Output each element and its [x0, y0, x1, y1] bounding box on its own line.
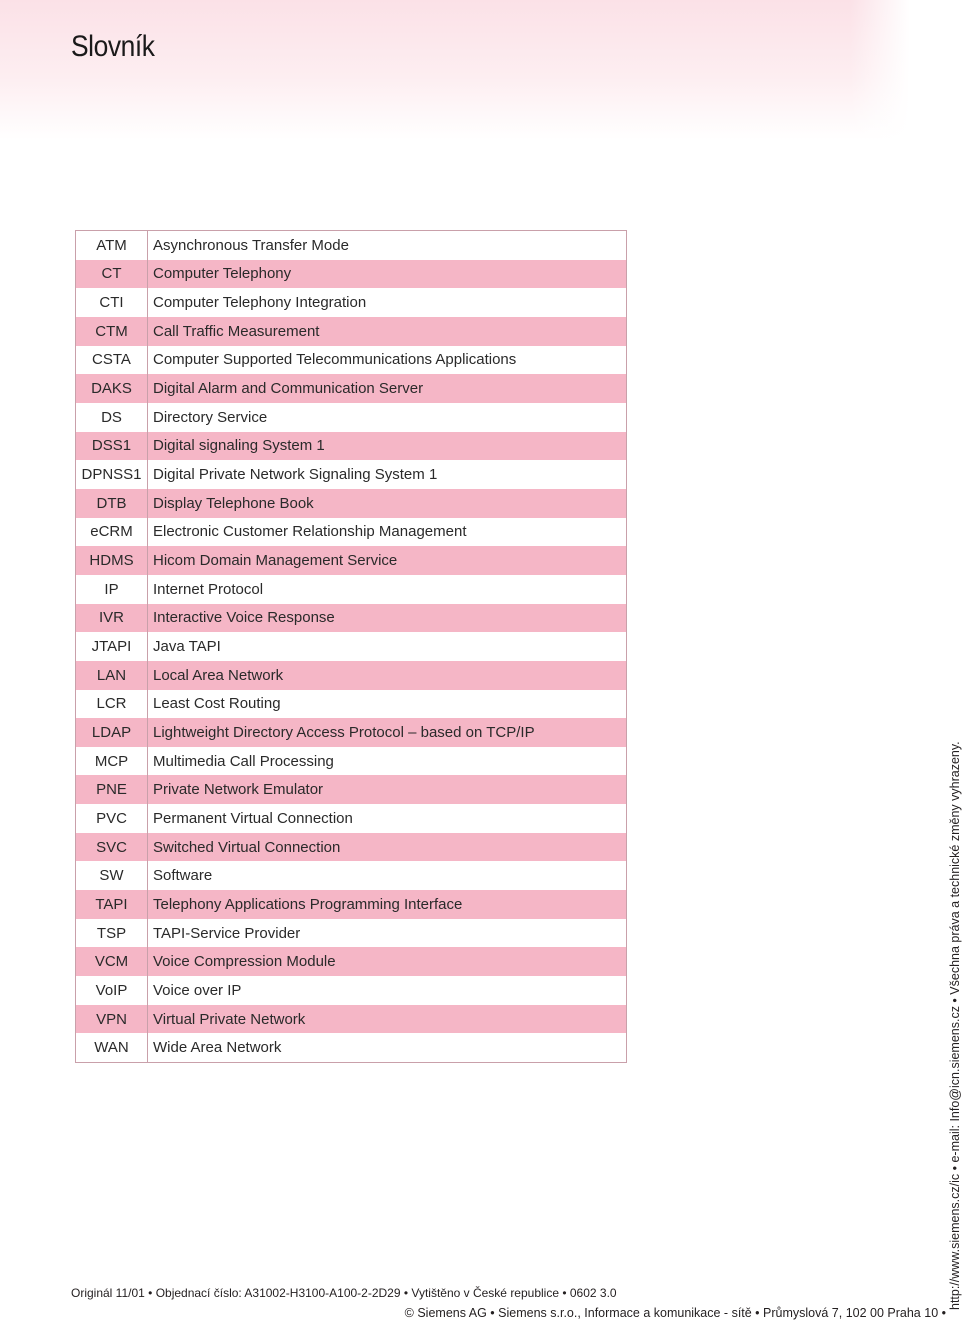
glossary-description: Lightweight Directory Access Protocol – based on TCP/IP: [148, 718, 627, 747]
glossary-description: Call Traffic Measurement: [148, 317, 627, 346]
glossary-row: [76, 518, 627, 547]
glossary-row: [76, 317, 627, 346]
glossary-description: Electronic Customer Relationship Management: [153, 523, 467, 541]
glossary-description: Multimedia Call Processing: [153, 752, 334, 770]
glossary-abbreviation: PNE: [76, 775, 148, 804]
glossary-abbreviation: WAN: [76, 1033, 148, 1062]
glossary-abbreviation: IVR: [76, 604, 148, 633]
glossary-description: Directory Service: [153, 408, 268, 426]
glossary-abbreviation: VCM: [76, 947, 148, 976]
page-title: Slovník: [71, 30, 155, 63]
glossary-description: Local Area Network: [148, 661, 627, 690]
glossary-description: Voice Compression Module: [148, 947, 627, 976]
glossary-abbreviation: MCP: [76, 747, 148, 776]
glossary-description: Software: [153, 867, 213, 885]
glossary-description: Computer Telephony: [148, 260, 627, 289]
glossary-row: [76, 260, 627, 289]
glossary-row: [76, 661, 627, 690]
glossary-description: Telephony Applications Programming Interface: [148, 890, 627, 919]
glossary-row: [76, 976, 627, 1005]
glossary-abbreviation: DPNSS1: [76, 460, 148, 489]
glossary-abbreviation: LDAP: [76, 718, 148, 747]
glossary-row: [76, 288, 627, 317]
glossary-abbreviation: CTI: [76, 288, 148, 317]
glossary-row: [76, 690, 627, 719]
glossary-description: Digital signaling System 1: [148, 432, 627, 461]
glossary-row: [76, 919, 627, 948]
glossary-description: Switched Virtual Connection: [148, 833, 627, 862]
glossary-abbreviation: JTAPI: [76, 632, 148, 661]
glossary-table: [75, 230, 627, 1063]
glossary-row: [76, 231, 627, 260]
glossary-description: Voice over IP: [153, 981, 242, 999]
glossary-row: [76, 861, 627, 890]
glossary-row: [76, 575, 627, 604]
glossary-abbreviation: VPN: [76, 1005, 148, 1034]
glossary-description: Computer Telephony Integration: [153, 294, 367, 312]
glossary-row: [76, 604, 627, 633]
glossary-description: Java TAPI: [153, 638, 221, 656]
glossary-row: [76, 1005, 627, 1034]
glossary-row: [76, 775, 627, 804]
glossary-abbreviation: SW: [76, 861, 148, 890]
glossary-description: Virtual Private Network: [148, 1005, 627, 1034]
glossary-abbreviation: eCRM: [76, 518, 148, 547]
footer-vertical-contact: http://www.siemens.cz/ic • e-mail: Info@icn.siemens.cz • Všechna práva a technické změny vyhrazeny.: [948, 741, 962, 1310]
glossary-abbreviation: CTM: [76, 317, 148, 346]
glossary-description: Private Network Emulator: [148, 775, 627, 804]
glossary-row: [76, 403, 627, 432]
glossary-abbreviation: PVC: [76, 804, 148, 833]
glossary-row: [76, 460, 627, 489]
glossary-abbreviation: HDMS: [76, 546, 148, 575]
glossary-description: Least Cost Routing: [153, 695, 281, 713]
glossary-abbreviation: LCR: [76, 690, 148, 719]
glossary-abbreviation: ATM: [76, 231, 148, 260]
glossary-description: Digital Alarm and Communication Server: [148, 374, 627, 403]
glossary-abbreviation: LAN: [76, 661, 148, 690]
glossary-abbreviation: VoIP: [76, 976, 148, 1005]
glossary-description: Display Telephone Book: [148, 489, 627, 518]
glossary-row: [76, 890, 627, 919]
glossary-row: [76, 374, 627, 403]
glossary-row: [76, 432, 627, 461]
glossary-description: Interactive Voice Response: [148, 604, 627, 633]
glossary-description: Asynchronous Transfer Mode: [153, 236, 349, 254]
glossary-abbreviation: DSS1: [76, 432, 148, 461]
glossary-row: [76, 346, 627, 375]
glossary-abbreviation: TSP: [76, 919, 148, 948]
glossary-abbreviation: DTB: [76, 489, 148, 518]
glossary-abbreviation: CT: [76, 260, 148, 289]
glossary-description: Wide Area Network: [153, 1039, 282, 1057]
glossary-description: Digital Private Network Signaling System 1: [153, 466, 438, 484]
glossary-description: Hicom Domain Management Service: [148, 546, 627, 575]
glossary-row: [76, 833, 627, 862]
glossary-row: [76, 546, 627, 575]
glossary-row: [76, 747, 627, 776]
glossary-description: Permanent Virtual Connection: [153, 809, 353, 827]
glossary-abbreviation: IP: [76, 575, 148, 604]
glossary-row: [76, 947, 627, 976]
header-band: [0, 0, 910, 140]
glossary-abbreviation: TAPI: [76, 890, 148, 919]
glossary-row: [76, 632, 627, 661]
glossary-abbreviation: CSTA: [76, 346, 148, 375]
footer-company-address: © Siemens AG • Siemens s.r.o., Informace a komunikace - sítě • Průmyslová 7, 102 00 Praha 10 •: [404, 1306, 946, 1320]
glossary-abbreviation: SVC: [76, 833, 148, 862]
glossary-row: [76, 804, 627, 833]
glossary-body: [76, 231, 627, 1063]
footer-order-info: Originál 11/01 • Objednací číslo: A31002-H3100-A100-2-2D29 • Vytištěno v České republice • 0602 3.0: [71, 1286, 617, 1300]
glossary-row: [76, 1033, 627, 1062]
glossary-description: Internet Protocol: [153, 580, 264, 598]
glossary-abbreviation: DAKS: [76, 374, 148, 403]
glossary-row: [76, 489, 627, 518]
glossary-row: [76, 718, 627, 747]
glossary-abbreviation: DS: [76, 403, 148, 432]
glossary-description: TAPI-Service Provider: [153, 924, 301, 942]
glossary-description: Computer Supported Telecommunications Applications: [153, 351, 517, 369]
